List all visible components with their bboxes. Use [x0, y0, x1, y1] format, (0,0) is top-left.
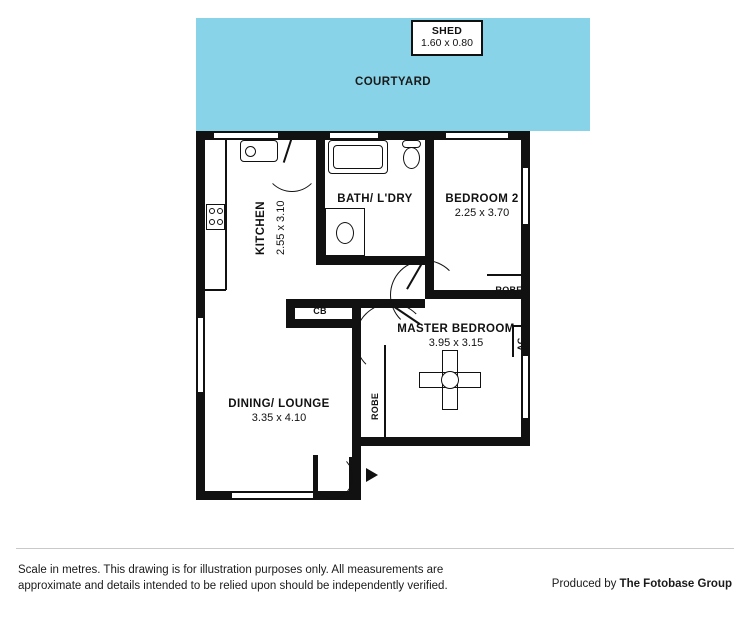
cooktop-burner-4 [217, 219, 223, 225]
wall-lounge-right [352, 437, 361, 500]
courtyard-label: COURTYARD [354, 76, 431, 88]
bath-name: BATH/ L'DRY [337, 193, 413, 205]
wall-cupboard-bottom [286, 319, 361, 328]
bedroom2-name: BEDROOM 2 [445, 193, 519, 205]
window-top-bed2 [446, 133, 508, 138]
disclaimer-line-2: approximate and details intended to be relied upon should be independently verified. [18, 580, 448, 592]
lounge-dimensions: 3.35 x 4.10 [251, 412, 307, 424]
robe-master-label: ROBE [370, 392, 380, 420]
bedroom2-dimensions: 2.25 x 3.70 [454, 207, 510, 219]
ceiling-fan-hub [441, 371, 459, 389]
robe-bed2-label: ROBE [495, 285, 523, 295]
produced-by-prefix: Produced by [551, 578, 620, 590]
produced-by-company: The Fotobase Group [619, 578, 732, 590]
courtyard-area [196, 18, 590, 131]
ceiling-fan-blade-left [419, 372, 443, 388]
kitchen-cooktop [206, 204, 225, 230]
shed-box [411, 20, 483, 56]
wall-bath-bed2 [425, 131, 434, 256]
window-bottom-lounge [232, 493, 314, 498]
cooktop-burner-3 [209, 219, 215, 225]
window-top-kitchen [214, 133, 278, 138]
cooktop-burner-2 [217, 208, 223, 214]
window-top-bath [330, 133, 378, 138]
entry-threshold [313, 455, 318, 500]
kitchen-dimension-label [272, 186, 290, 270]
master-dimensions: 3.95 x 3.15 [428, 337, 484, 349]
bathtub-inner [333, 145, 383, 169]
cupboard-label: CB [313, 306, 327, 316]
entry-arrow-icon [366, 468, 380, 482]
ceiling-fan-blade-bottom [442, 387, 458, 410]
room-label-bath-ldry [325, 192, 425, 206]
ceiling-fan-blade-right [457, 372, 481, 388]
kitchen-bench-bottom [205, 289, 226, 291]
room-label-dining-lounge [205, 397, 353, 425]
kitchen-name: KITCHEN [255, 201, 267, 255]
wall-left [196, 131, 205, 500]
cooktop-burner-1 [209, 208, 215, 214]
ceiling-fan-blade-top [442, 350, 458, 373]
shed-label: SHED [431, 25, 463, 37]
master-name: MASTER BEDROOM [397, 323, 515, 335]
robe-bed2-partition [487, 274, 530, 276]
shed-dimensions: 1.60 x 0.80 [421, 37, 473, 49]
window-left-lounge [198, 318, 203, 392]
toilet-pan [403, 147, 420, 169]
room-label-kitchen [252, 186, 270, 270]
disclaimer-line-1: Scale in metres. This drawing is for illustration purposes only. All measurements are [18, 564, 444, 576]
footer-divider [16, 548, 734, 549]
footer-disclaimer [18, 562, 538, 594]
wall-kitchen-bath [316, 131, 325, 264]
door-arc-entry [313, 455, 353, 499]
room-label-bedroom2 [434, 192, 530, 220]
lounge-name: DINING/ LOUNGE [228, 398, 330, 410]
door-arc-kitchen [264, 136, 320, 192]
kitchen-bench-edge [225, 140, 227, 290]
door-arc-master [355, 303, 427, 375]
footer-credit [552, 578, 732, 590]
ac-label: AC [516, 337, 526, 351]
window-right-master [523, 356, 528, 418]
vanity-bowl [336, 222, 354, 244]
kitchen-sink-bowl [245, 146, 256, 157]
kitchen-dimensions: 2.55 x 3.10 [275, 200, 287, 256]
wall-bottom-right [355, 437, 530, 446]
